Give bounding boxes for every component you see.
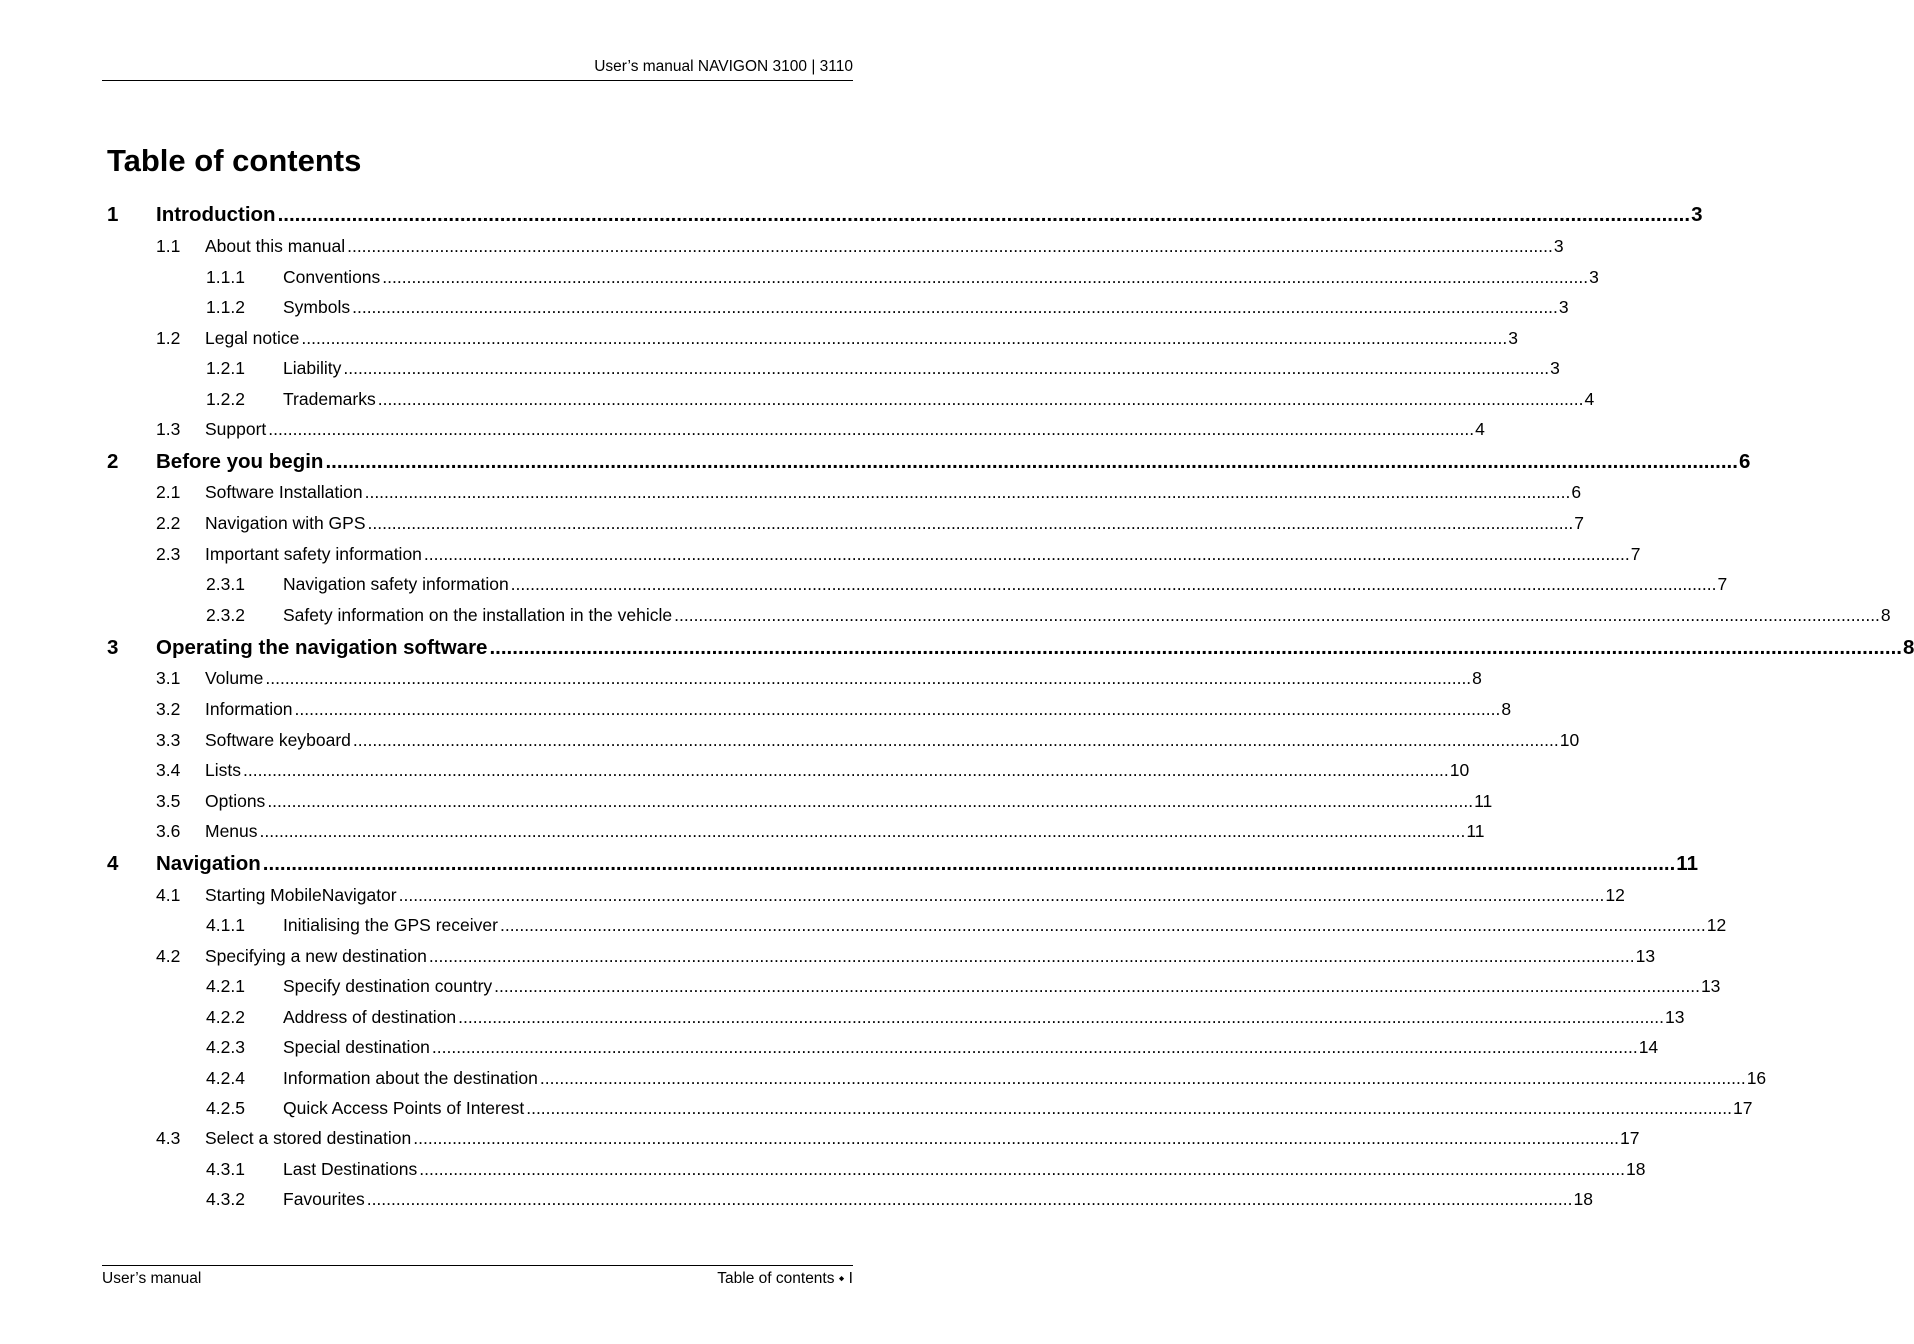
toc-entry-level1[interactable] bbox=[107, 201, 1703, 229]
toc-entry-label: Symbols bbox=[283, 294, 352, 320]
toc-entry-number: 2.3.2 bbox=[206, 605, 245, 625]
toc-leader-dots bbox=[413, 1125, 1619, 1151]
toc-entry-label: Introduction bbox=[156, 201, 278, 229]
toc-entry-number: 2.2 bbox=[156, 513, 181, 533]
toc-entry-page: 17 bbox=[1619, 1125, 1639, 1151]
toc-entry-level2[interactable] bbox=[156, 818, 1485, 844]
toc-entry-level2[interactable] bbox=[156, 1125, 1640, 1151]
toc-entry-label: Address of destination bbox=[283, 1004, 458, 1030]
toc-entry-number: 1.1.2 bbox=[206, 297, 245, 317]
toc-entry-page: 11 bbox=[1473, 788, 1492, 814]
toc-entry-number: 1.3 bbox=[156, 419, 181, 439]
toc-leader-dots bbox=[368, 510, 1574, 536]
toc-entry-label: Liability bbox=[283, 355, 343, 381]
toc-entry-label: Software Installation bbox=[205, 479, 365, 505]
toc-entry-number: 1.2.2 bbox=[206, 389, 245, 409]
toc-entry-level2[interactable] bbox=[156, 757, 1470, 783]
toc-leader-dots bbox=[243, 757, 1449, 783]
toc-leader-dots bbox=[260, 818, 1466, 844]
toc-entry-label: Menus bbox=[205, 818, 260, 844]
toc-entry-label: Lists bbox=[205, 757, 243, 783]
toc-entry-page: 6 bbox=[1738, 448, 1750, 476]
footer-left-text: User’s manual bbox=[102, 1270, 202, 1287]
toc-entry-level2[interactable] bbox=[156, 696, 1512, 722]
toc-entry-number: 3 bbox=[107, 636, 119, 659]
toc-entry-page: 16 bbox=[1746, 1065, 1766, 1091]
toc-entry-level3[interactable] bbox=[206, 294, 1569, 320]
toc-entry-label: Information bbox=[205, 696, 295, 722]
toc-entry-number: 4.1.1 bbox=[206, 915, 245, 935]
toc-entry-level3[interactable] bbox=[206, 973, 1721, 999]
toc-entry-label: Information about the destination bbox=[283, 1065, 540, 1091]
toc-entry-label: Last Destinations bbox=[283, 1156, 419, 1182]
toc-entry-page: 7 bbox=[1630, 541, 1641, 567]
toc-entry-number: 4.3.1 bbox=[206, 1159, 245, 1179]
toc-entry-number: 4.2 bbox=[156, 946, 181, 966]
toc-entry-label: Favourites bbox=[283, 1186, 367, 1212]
toc-entry-number: 3.2 bbox=[156, 699, 181, 719]
toc-entry-page: 10 bbox=[1449, 757, 1469, 783]
toc-leader-dots bbox=[265, 665, 1471, 691]
toc-entry-number: 1.2.1 bbox=[206, 358, 245, 378]
toc-leader-dots bbox=[458, 1004, 1664, 1030]
toc-entry-number: 4 bbox=[107, 852, 119, 875]
toc-entry-number: 3.1 bbox=[156, 668, 181, 688]
toc-entry-page: 3 bbox=[1553, 233, 1564, 259]
toc-entry-label: Important safety information bbox=[205, 541, 424, 567]
toc-leader-dots bbox=[325, 448, 1738, 476]
toc-leader-dots bbox=[278, 201, 1691, 229]
toc-entry-page: 3 bbox=[1507, 325, 1518, 351]
toc-leader-dots bbox=[267, 788, 1473, 814]
toc-entry-number: 2.3.1 bbox=[206, 574, 245, 594]
toc-entry-level2[interactable] bbox=[156, 416, 1485, 442]
toc-entry-label: Operating the navigation software bbox=[156, 634, 489, 662]
toc-entry-page: 7 bbox=[1716, 571, 1727, 597]
toc-entry-level3[interactable] bbox=[206, 1186, 1593, 1212]
toc-entry-level2[interactable] bbox=[156, 233, 1564, 259]
toc-entry-page: 3 bbox=[1690, 201, 1702, 229]
toc-leader-dots bbox=[378, 386, 1584, 412]
toc-leader-dots bbox=[500, 912, 1706, 938]
toc-entry-label: Navigation bbox=[156, 850, 263, 878]
toc-entry-page: 3 bbox=[1588, 264, 1599, 290]
toc-entry-number: 2 bbox=[107, 450, 119, 473]
toc-entry-level3[interactable] bbox=[206, 912, 1727, 938]
toc-entry-number: 3.4 bbox=[156, 760, 181, 780]
toc-entry-level3[interactable] bbox=[206, 1156, 1646, 1182]
toc-entry-page: 4 bbox=[1584, 386, 1595, 412]
footer-right-text: Table of contents ⬩ I bbox=[717, 1270, 853, 1287]
toc-entry-label: Safety information on the installation in the vehicle bbox=[283, 602, 674, 628]
toc-entry-label: About this manual bbox=[205, 233, 347, 259]
toc-entry-page: 11 bbox=[1465, 818, 1484, 844]
toc-entry-number: 3.3 bbox=[156, 730, 181, 750]
toc-entry-level2[interactable] bbox=[156, 788, 1493, 814]
toc-entry-level1[interactable] bbox=[107, 448, 1751, 476]
toc-entry-label: Options bbox=[205, 788, 267, 814]
toc-entry-level2[interactable] bbox=[156, 325, 1518, 351]
toc-entry-level2[interactable] bbox=[156, 943, 1656, 969]
toc-entry-label: Starting MobileNavigator bbox=[205, 882, 399, 908]
toc-entry-level2[interactable] bbox=[156, 665, 1482, 691]
page-footer bbox=[102, 1265, 853, 1292]
toc-entry-number: 1.1.1 bbox=[206, 267, 245, 287]
toc-leader-dots bbox=[489, 634, 1902, 662]
toc-entry-page: 8 bbox=[1471, 665, 1482, 691]
toc-entry-page: 8 bbox=[1880, 602, 1891, 628]
toc-entry-label: Select a stored destination bbox=[205, 1125, 413, 1151]
toc-entry-number: 4.2.3 bbox=[206, 1037, 245, 1057]
toc-entry-label: Support bbox=[205, 416, 268, 442]
toc-leader-dots bbox=[429, 943, 1635, 969]
toc-entry-page: 7 bbox=[1573, 510, 1584, 536]
toc-entry-level3[interactable] bbox=[206, 264, 1599, 290]
toc-leader-dots bbox=[419, 1156, 1625, 1182]
toc-leader-dots bbox=[352, 294, 1558, 320]
toc-entry-level2[interactable] bbox=[156, 882, 1625, 908]
toc-entry-level3[interactable] bbox=[206, 355, 1560, 381]
toc-entry-number: 3.6 bbox=[156, 821, 181, 841]
toc-entry-page: 3 bbox=[1558, 294, 1569, 320]
toc-entry-number: 4.2.2 bbox=[206, 1007, 245, 1027]
toc-entry-label: Special destination bbox=[283, 1034, 432, 1060]
toc-leader-dots bbox=[494, 973, 1700, 999]
toc-entry-number: 2.3 bbox=[156, 544, 181, 564]
toc-entry-number: 3.5 bbox=[156, 791, 181, 811]
toc-leader-dots bbox=[399, 882, 1605, 908]
toc-entry-number: 1.1 bbox=[156, 236, 181, 256]
toc-entry-page: 13 bbox=[1700, 973, 1720, 999]
toc-leader-dots bbox=[353, 727, 1559, 753]
toc-entry-page: 11 bbox=[1675, 850, 1698, 878]
toc-leader-dots bbox=[343, 355, 1549, 381]
toc-entry-number: 1.2 bbox=[156, 328, 181, 348]
toc-leader-dots bbox=[263, 850, 1676, 878]
toc-entry-number: 4.3.2 bbox=[206, 1189, 245, 1209]
toc-entry-level2[interactable] bbox=[156, 479, 1582, 505]
toc-entry-page: 8 bbox=[1902, 634, 1914, 662]
toc-entry-page: 3 bbox=[1549, 355, 1560, 381]
toc-entry-level3[interactable] bbox=[206, 571, 1728, 597]
toc-entry-number: 1 bbox=[107, 203, 119, 226]
toc-entry-number: 4.2.1 bbox=[206, 976, 245, 996]
page-title: Table of contents bbox=[107, 143, 362, 178]
toc-entry-level2[interactable] bbox=[156, 727, 1580, 753]
toc-entry-level3[interactable] bbox=[206, 386, 1595, 412]
toc-entry-level2[interactable] bbox=[156, 541, 1641, 567]
toc-leader-dots bbox=[365, 479, 1571, 505]
toc-entry-page: 10 bbox=[1559, 727, 1579, 753]
toc-entry-page: 13 bbox=[1664, 1004, 1684, 1030]
toc-entry-label: Navigation safety information bbox=[283, 571, 511, 597]
toc-entry-label: Volume bbox=[205, 665, 265, 691]
toc-entry-level3[interactable] bbox=[206, 1095, 1753, 1121]
toc-leader-dots bbox=[674, 602, 1880, 628]
toc-leader-dots bbox=[511, 571, 1717, 597]
toc-entry-level2[interactable] bbox=[156, 510, 1585, 536]
toc-entry-level3[interactable] bbox=[206, 1034, 1659, 1060]
toc-leader-dots bbox=[295, 696, 1501, 722]
toc-leader-dots bbox=[268, 416, 1474, 442]
toc-entry-page: 12 bbox=[1706, 912, 1726, 938]
toc-entry-page: 6 bbox=[1570, 479, 1581, 505]
toc-entry-page: 12 bbox=[1604, 882, 1624, 908]
toc-leader-dots bbox=[526, 1095, 1732, 1121]
toc-entry-level3[interactable] bbox=[206, 1004, 1685, 1030]
toc-leader-dots bbox=[424, 541, 1630, 567]
toc-entry-label: Conventions bbox=[283, 264, 382, 290]
toc-leader-dots bbox=[432, 1034, 1638, 1060]
toc-entry-number: 4.2.4 bbox=[206, 1068, 245, 1088]
toc-entry-label: Specify destination country bbox=[283, 973, 494, 999]
toc-entry-label: Trademarks bbox=[283, 386, 378, 412]
toc-leader-dots bbox=[540, 1065, 1746, 1091]
toc-entry-level3[interactable] bbox=[206, 602, 1891, 628]
toc-entry-label: Before you begin bbox=[156, 448, 325, 476]
toc-entry-number: 4.3 bbox=[156, 1128, 181, 1148]
toc-entry-level1[interactable] bbox=[107, 634, 1914, 662]
toc-entry-page: 18 bbox=[1573, 1186, 1593, 1212]
header-text: User’s manual NAVIGON 3100 | 3110 bbox=[594, 58, 853, 75]
toc-entry-page: 8 bbox=[1500, 696, 1511, 722]
toc-leader-dots bbox=[367, 1186, 1573, 1212]
toc-leader-dots bbox=[347, 233, 1553, 259]
toc-entry-level1[interactable] bbox=[107, 850, 1698, 878]
toc-entry-label: Specifying a new destination bbox=[205, 943, 429, 969]
toc-entry-page: 4 bbox=[1474, 416, 1485, 442]
toc-entry-page: 18 bbox=[1625, 1156, 1645, 1182]
toc-entry-label: Navigation with GPS bbox=[205, 510, 368, 536]
toc-entry-number: 4.2.5 bbox=[206, 1098, 245, 1118]
toc-entry-page: 17 bbox=[1732, 1095, 1752, 1121]
toc-entry-number: 4.1 bbox=[156, 885, 181, 905]
toc-entry-label: Software keyboard bbox=[205, 727, 353, 753]
toc-entry-number: 2.1 bbox=[156, 482, 181, 502]
toc-entry-page: 13 bbox=[1635, 943, 1655, 969]
toc-entry-label: Initialising the GPS receiver bbox=[283, 912, 500, 938]
toc-entry-level3[interactable] bbox=[206, 1065, 1767, 1091]
toc-leader-dots bbox=[382, 264, 1588, 290]
toc-leader-dots bbox=[301, 325, 1507, 351]
toc-entry-label: Quick Access Points of Interest bbox=[283, 1095, 526, 1121]
toc-entry-page: 14 bbox=[1638, 1034, 1658, 1060]
toc-entry-label: Legal notice bbox=[205, 325, 301, 351]
